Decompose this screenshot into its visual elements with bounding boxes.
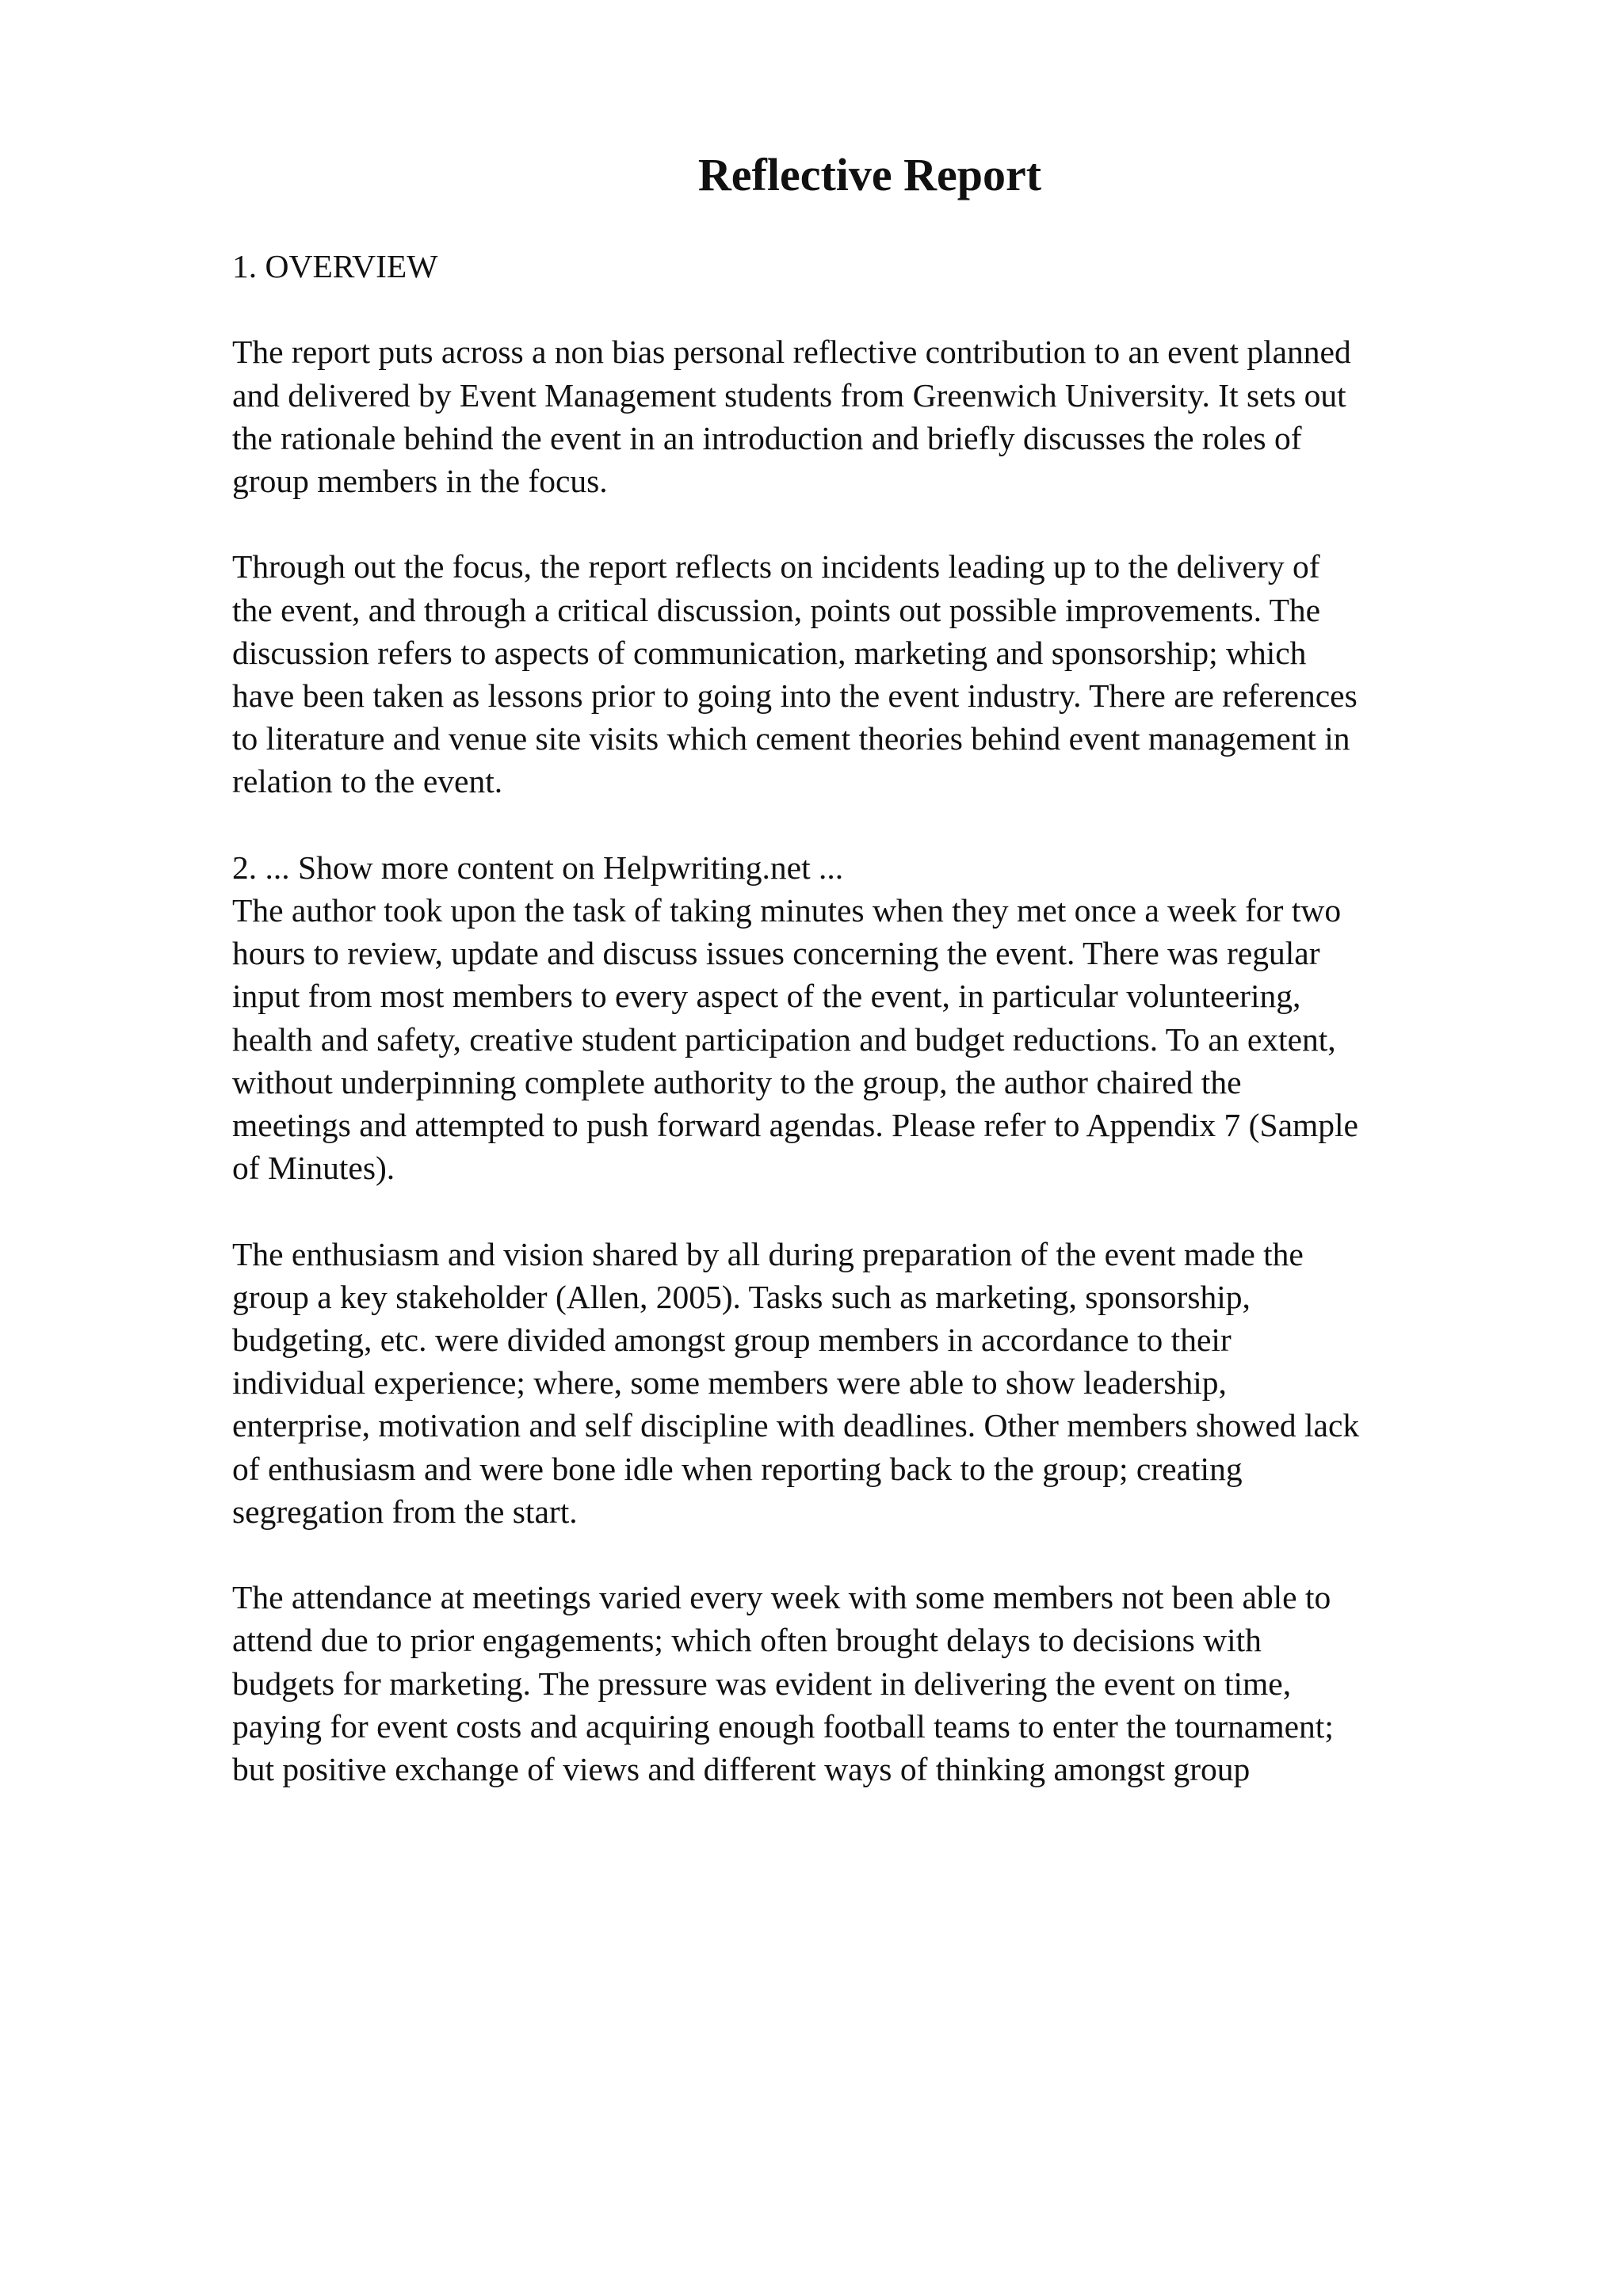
text-line: segregation from the start. — [232, 1493, 578, 1530]
text-line: the event, and through a critical discussion, points out possible improvements. The — [232, 591, 1321, 628]
show-more-content-link[interactable]: 2. ... Show more content on Helpwriting.net ... — [232, 849, 844, 886]
paragraph-overview-intro — [232, 330, 1548, 502]
text-line: meetings and attempted to push forward agendas. Please refer to Appendix 7 (Sample — [232, 1107, 1358, 1144]
text-line: The attendance at meetings varied every week with some members not been able to — [232, 1579, 1331, 1616]
text-line: of Minutes). — [232, 1150, 395, 1187]
paragraph-overview-focus — [232, 545, 1548, 803]
text-line: enterprise, motivation and self discipline with deadlines. Other members showed lack — [232, 1407, 1360, 1444]
text-line: relation to the event. — [232, 763, 503, 800]
text-line: budgeting, etc. were divided amongst group members in accordance to their — [232, 1322, 1232, 1359]
text-line: individual experience; where, some members were able to show leadership, — [232, 1364, 1227, 1402]
section-heading-overview: 1. OVERVIEW — [232, 248, 438, 284]
text-line: the rationale behind the event in an introduction and briefly discusses the roles of — [232, 419, 1302, 456]
text-line: paying for event costs and acquiring enough football teams to enter the tournament; — [232, 1707, 1334, 1745]
paragraph-enthusiasm — [232, 1233, 1548, 1533]
text-line: hours to review, update and discuss issues concerning the event. There was regular — [232, 935, 1320, 972]
text-line: to literature and venue site visits which cement theories behind event management in — [232, 720, 1350, 757]
paragraph-attendance — [232, 1576, 1548, 1791]
text-line: group a key stakeholder (Allen, 2005). Tasks such as marketing, sponsorship, — [232, 1278, 1251, 1315]
text-line: The report puts across a non bias personal reflective contribution to an event planned — [232, 334, 1351, 371]
text-line: health and safety, creative student participation and budget reductions. To an extent, — [232, 1020, 1336, 1058]
text-line: discussion refers to aspects of communication, marketing and sponsorship; which — [232, 634, 1307, 671]
text-line: The enthusiasm and vision shared by all during preparation of the event made the — [232, 1235, 1304, 1272]
paragraph-minutes — [232, 889, 1548, 1189]
text-line: budgets for marketing. The pressure was evident in delivering the event on time, — [232, 1665, 1292, 1702]
text-line: of enthusiasm and were bone idle when reporting back to the group; creating — [232, 1450, 1243, 1487]
document-title: Reflective Report — [697, 149, 1042, 200]
text-line: but positive exchange of views and different ways of thinking amongst group — [232, 1751, 1251, 1788]
text-line: input from most members to every aspect of the event, in particular volunteering, — [232, 978, 1301, 1015]
text-line: The author took upon the task of taking minutes when they met once a week for two — [232, 892, 1342, 929]
text-line: group members in the focus. — [232, 463, 608, 499]
text-line: attend due to prior engagements; which often brought delays to decisions with — [232, 1622, 1262, 1659]
document-body — [232, 245, 1548, 1791]
text-line: and delivered by Event Management students from Greenwich University. It sets out — [232, 376, 1346, 414]
text-line: without underpinning complete authority to the group, the author chaired the — [232, 1063, 1242, 1100]
text-line: have been taken as lessons prior to going into the event industry. There are references — [232, 677, 1358, 714]
text-line: Through out the focus, the report reflects on incidents leading up to the delivery of — [232, 548, 1320, 585]
